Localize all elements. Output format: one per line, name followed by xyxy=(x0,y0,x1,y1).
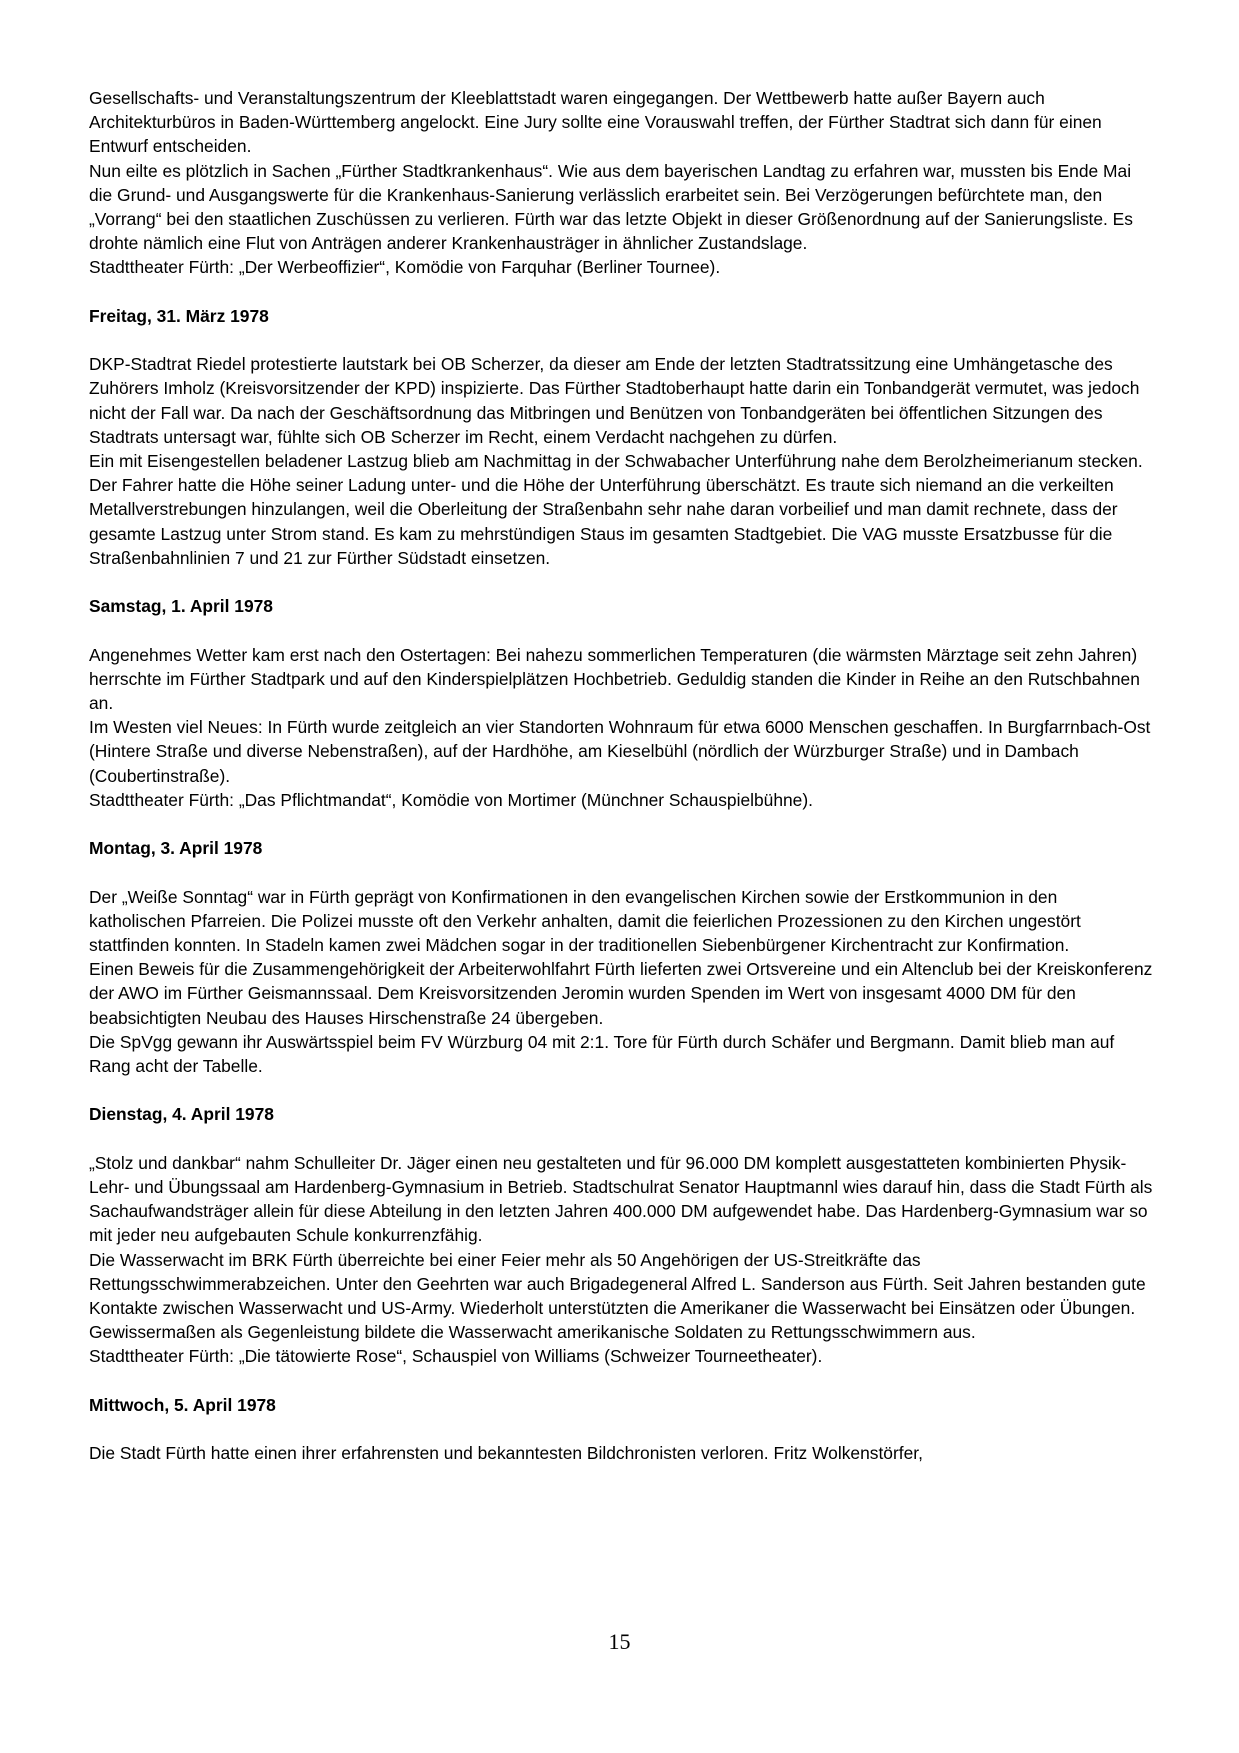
date-heading-04-03: Montag, 3. April 1978 xyxy=(89,838,263,859)
entry-paragraph: Stadttheater Fürth: „Die tätowierte Rose“, Schauspiel von Williams (Schweizer Tourneetheater). xyxy=(89,1346,823,1367)
date-heading-04-04: Dienstag, 4. April 1978 xyxy=(89,1104,274,1125)
entry-paragraph: Angenehmes Wetter kam erst nach den Ostertagen: Bei nahezu sommerlichen Temperaturen (die wärmsten Märztage seit zehn Jahren) herrschte im Fürther Stadtpark und auf den Kinderspielplätzen Hochbetrieb. Geduldig standen die Kinder in Reihe an den Rutschbahnen an. xyxy=(89,644,1140,714)
entry-paragraph: Die SpVgg gewann ihr Auswärtsspiel beim FV Würzburg 04 mit 2:1. Tore für Fürth durch Schäfer und Bergmann. Damit blieb man auf Rang acht der Tabelle. xyxy=(89,1031,1115,1077)
entry-paragraph: DKP-Stadtrat Riedel protestierte lautstark bei OB Scherzer, da dieser am Ende der letzten Stadtratssitzung eine Umhängetasche des Zuhörers Imholz (Kreisvorsitzender der KPD) inspizierte. Das Fürther Stadtoberhaupt hatte darin ein Tonbandgerät vermutet, was jedoch nicht der Fall war. Da nach der Geschäftsordnung das Mitbringen und Benützen von Tonbandgeräten bei öffentlichen Sitzungen des Stadtrats untersagt war, fühlte sich OB Scherzer im Recht, einem Verdacht nachgehen zu dürfen. xyxy=(89,354,1140,447)
entry-paragraph: Ein mit Eisengestellen beladener Lastzug blieb am Nachmittag in der Schwabacher Unterführung nahe dem Berolzheimerianum stecken. Der Fahrer hatte die Höhe seiner Ladung unter- und die Höhe der Unterführung überschätzt. Es traute sich niemand an die verkeilten Metallverstrebungen hinzulangen, weil die Oberleitung der Straßenbahn sehr nahe daran vorbeilief und man damit rechnete, dass der gesamte Lastzug unter Strom stand. Es kam zu mehrstündigen Staus im gesamten Stadtgebiet. Die VAG musste Ersatzbusse für die Straßenbahnlinien 7 und 21 zur Fürther Südstadt einsetzen. xyxy=(89,451,1143,568)
entry-paragraph: Die Stadt Fürth hatte einen ihrer erfahrensten und bekanntesten Bildchronisten verloren. Fritz Wolkenstörfer, xyxy=(89,1443,923,1464)
date-heading-04-05: Mittwoch, 5. April 1978 xyxy=(89,1394,276,1415)
entry-paragraph: Der „Weiße Sonntag“ war in Fürth geprägt von Konfirmationen in den evangelischen Kirchen sowie der Erstkommunion in den katholischen Pfarreien. Die Polizei musste oft den Verkehr anhalten, damit die feierlichen Prozessionen zu den Kirchen ungestört stattfinden konnten. In Stadeln kamen zwei Mädchen sogar in der traditionellen Siebenbürgener Kirchentracht zur Konfirmation. xyxy=(89,886,1081,956)
date-heading-04-01: Samstag, 1. April 1978 xyxy=(89,596,273,617)
entry-paragraph: Im Westen viel Neues: In Fürth wurde zeitgleich an vier Standorten Wohnraum für etwa 6000 Menschen geschaffen. In Burgfarrnbach-Ost (Hintere Straße und diverse Nebenstraßen), auf der Hardhöhe, am Kieselbühl (nördlich der Würzburger Straße) und in Dambach (Coubertinstraße). xyxy=(89,717,1151,786)
intro-paragraph: Gesellschafts- und Veranstaltungszentrum der Kleeblattstadt waren eingegangen. Der Wettbewerb hatte außer Bayern auch Architekturbüros in Baden-Württemberg angelockt. Eine Jury sollte eine Vorauswahl treffen, der Fürther Stadtrat sich dann für einen Entwurf entscheiden. xyxy=(89,88,1102,157)
page-number: 15 xyxy=(608,1629,631,1654)
entry-paragraph: „Stolz und dankbar“ nahm Schulleiter Dr. Jäger einen neu gestalteten und für 96.000 DM komplett ausgestatteten kombinierten Physik-Lehr- und Übungssaal am Hardenberg-Gymnasium in Betrieb. Stadtschulrat Senator Hauptmannl wies darauf hin, dass die Stadt Fürth als Sachaufwandsträger allein für diese Abteilung in den letzten Jahren 400.000 DM aufgewendet habe. Das Hardenberg-Gymnasium war so mit jeder neu aufgebauten Schule konkurrenzfähig. xyxy=(89,1152,1153,1246)
date-heading-2025-03-31: Freitag, 31. März 1978 xyxy=(89,305,269,326)
entry-paragraph: Stadttheater Fürth: „Das Pflichtmandat“, Komödie von Mortimer (Münchner Schauspielbühne). xyxy=(89,789,813,810)
entry-paragraph: Einen Beweis für die Zusammengehörigkeit der Arbeiterwohlfahrt Fürth lieferten zwei Ortsvereine und ein Altenclub bei der Kreiskonferenz der AWO im Fürther Geismannssaal. Dem Kreisvorsitzenden Jeromin wurden Spenden im Wert von insgesamt 4000 DM für den beabsichtigten Neubau des Hauses Hirschenstraße 24 übergeben. xyxy=(89,959,1153,1028)
chronicle-page xyxy=(89,86,1153,1465)
entry-paragraph: Die Wasserwacht im BRK Fürth überreichte bei einer Feier mehr als 50 Angehörigen der US-Streitkräfte das Rettungsschwimmerabzeichen. Unter den Geehrten war auch Brigadegeneral Alfred L. Sanderson aus Fürth. Seit Jahren bestanden gute Kontakte zwischen Wasserwacht und US-Army. Wiederholt unterstützten die Amerikaner die Wasserwacht bei Einsätzen oder Übungen. Gewissermaßen als Gegenleistung bildete die Wasserwacht amerikanische Soldaten zu Rettungsschwimmern aus. xyxy=(89,1249,1146,1343)
intro-paragraph: Stadttheater Fürth: „Der Werbeoffizier“, Komödie von Farquhar (Berliner Tournee). xyxy=(89,257,721,278)
intro-paragraph: Nun eilte es plötzlich in Sachen „Fürther Stadtkrankenhaus“. Wie aus dem bayerischen Landtag zu erfahren war, mussten bis Ende Mai die Grund- und Ausgangswerte für die Krankenhaus-Sanierung verlässlich erarbeitet sein. Bei Verzögerungen befürchtete man, den „Vorrang“ bei den staatlichen Zuschüssen zu verlieren. Fürth war das letzte Objekt in dieser Größenordnung auf der Sanierungsliste. Es drohte nämlich eine Flut von Anträgen anderer Krankenhausträger in ähnlicher Zustandslage. xyxy=(89,160,1133,254)
